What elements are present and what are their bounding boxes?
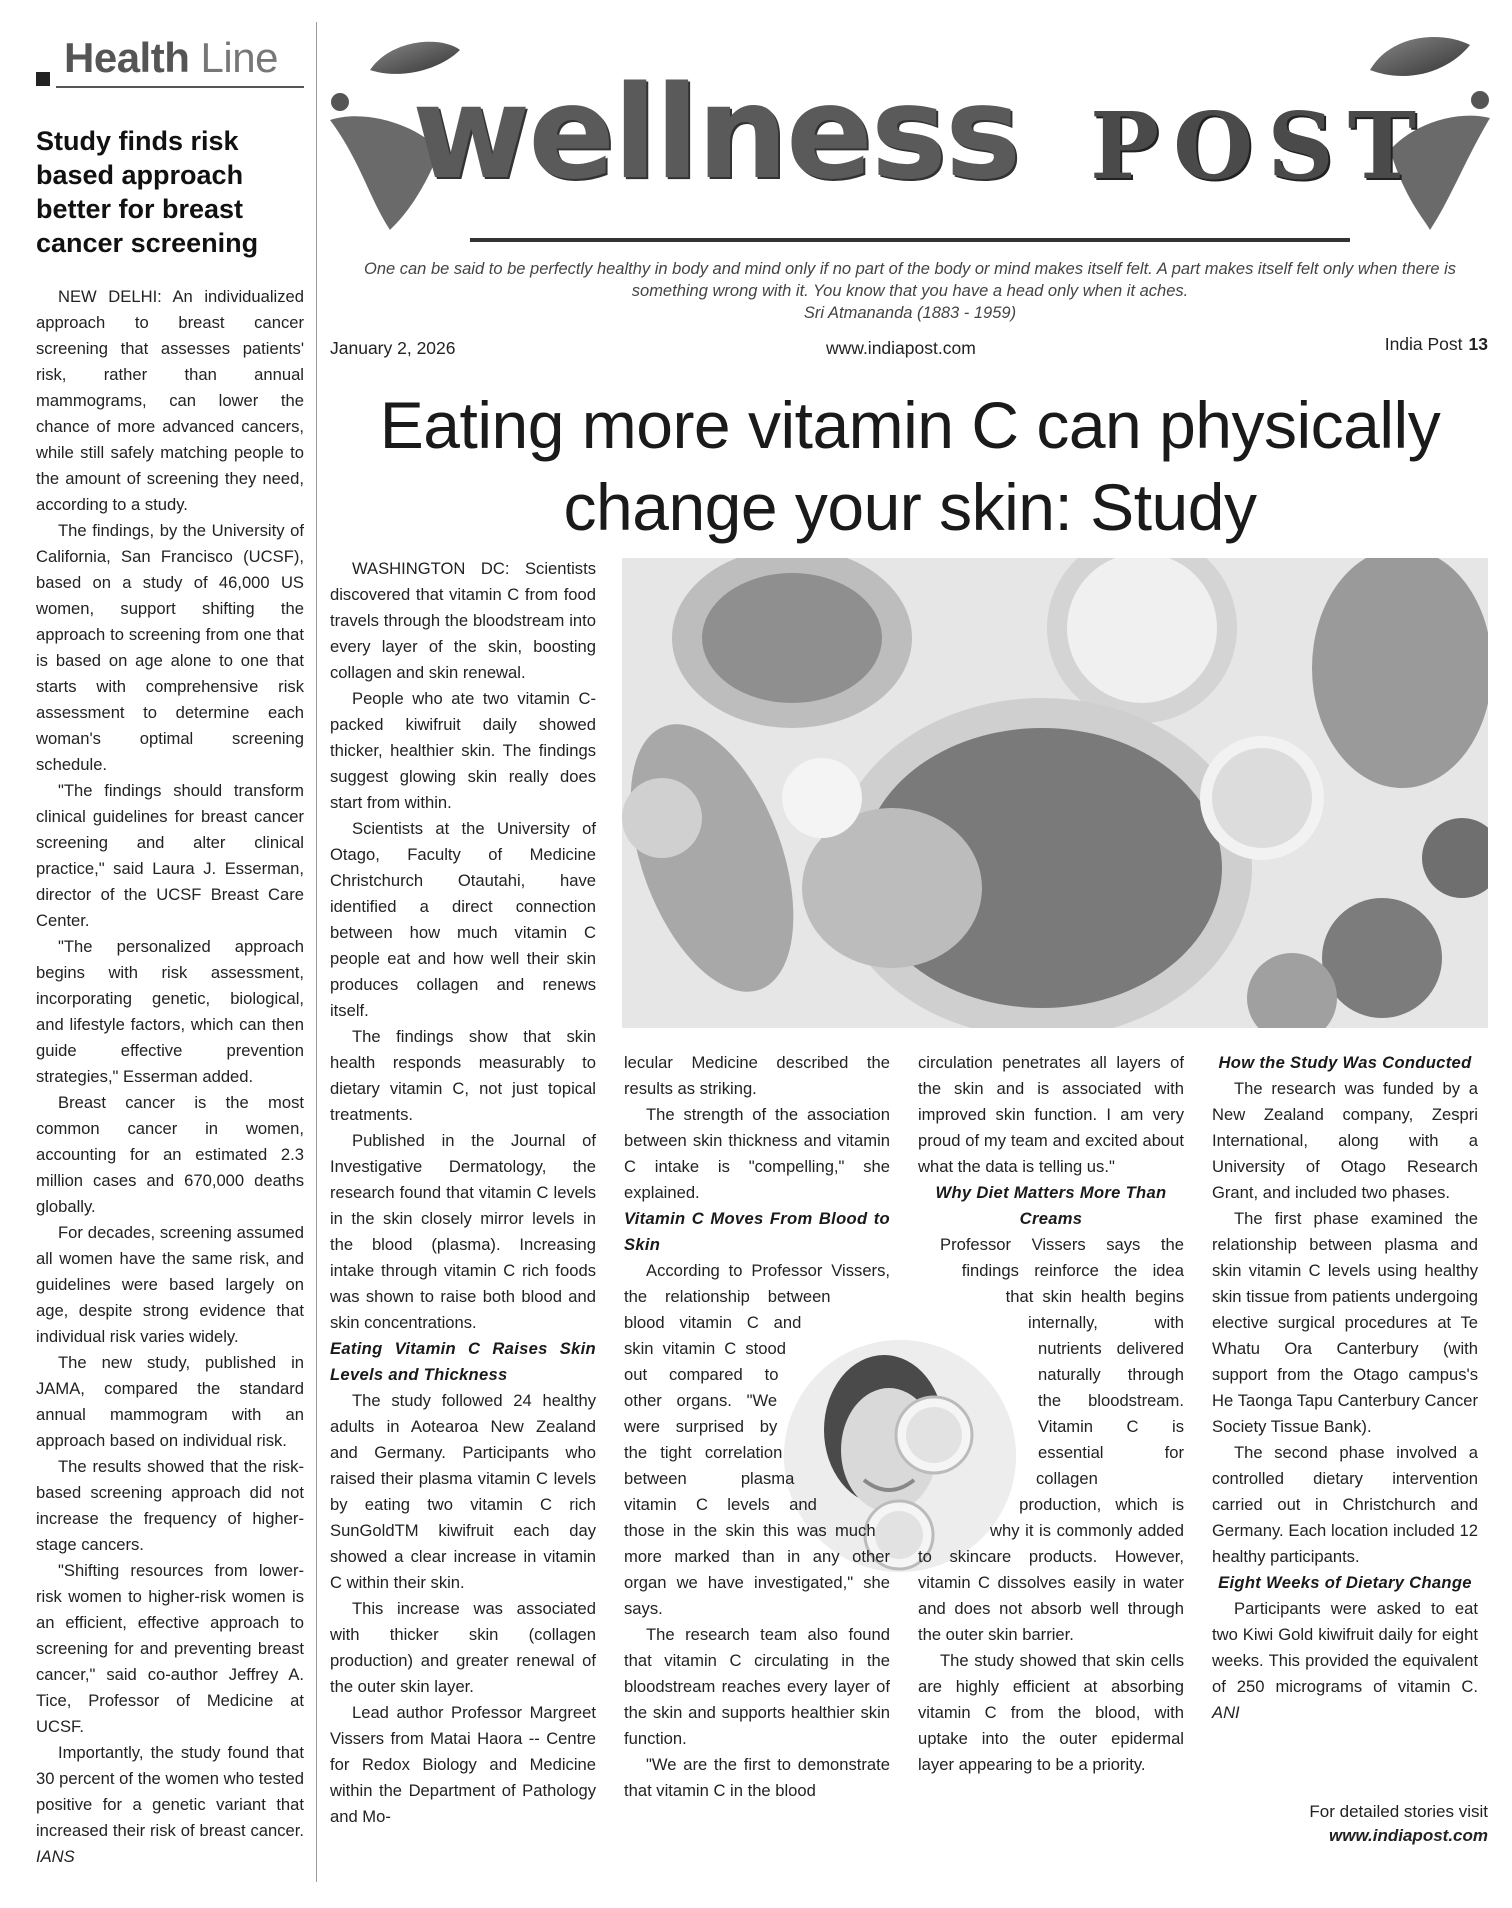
sidebar-paragraph: Breast cancer is the most common cancer in women, accounting for an estimated 2.3 million cases and 670,000 deaths globally. [36, 1093, 304, 1216]
quote-author: Sri Atmananda (1883 - 1959) [803, 304, 1017, 322]
article-paragraph: Lead author Professor Margreet Vissers from Matai Haora -- Centre for Redox Biology and Medicine within the Department of Pathology and Mo- [330, 1703, 596, 1826]
article-column-3 [918, 1050, 1184, 1778]
section-header [36, 22, 304, 84]
article-paragraph: The first phase examined the relationship between plasma and skin vitamin C levels using healthy skin tissue from patients undergoing elective surgical procedures at Te Whatu Ora Canterbury (with support from the Otago campus's He Taonga Tapu Canterbury Cancer Society Tissue Bank). [1212, 1209, 1478, 1436]
sidebar-paragraph: NEW DELHI: An individualized approach to breast cancer screening that assesses patients' risk, rather than annual mammograms, can lower the chance of more advanced cancers, while still safely matching people to the amount of screening they need, according to a study. [36, 287, 304, 514]
article-paragraph: This increase was associated with thicker skin (collagen production) and greater renewal of the outer skin layer. [330, 1599, 596, 1696]
article-paragraph: The strength of the association between skin thickness and vitamin C intake is "compelling," she explained. [624, 1105, 890, 1202]
sidebar-credit: IANS [36, 1847, 75, 1866]
masthead-wellness: wellness [412, 59, 1020, 208]
main-headline: Eating more vitamin C can physically change your skin: Study [379, 388, 1441, 544]
column-divider [316, 22, 317, 1882]
article-paragraph: Professor Vissers says the findings reinforce the idea that skin health begins internally, with nutrients delivered naturally through the bloodstream. Vitamin C is essential for collagen production, which is why it is commonly added to skincare products. However, vitamin C dissolves easily in water and does not absorb well through the outer skin barrier. [918, 1235, 1184, 1644]
sidebar-headline: Study finds risk based approach better for breast cancer screening [36, 126, 259, 258]
article-subhead: Eight Weeks of Dietary Change [1218, 1573, 1472, 1592]
article-paragraph: The research team also found that vitamin C circulating in the bloodstream reaches every layer of the skin and supports healthier skin function. [624, 1625, 890, 1748]
quote-text: One can be said to be perfectly healthy in body and mind only if no part of the body or mind makes itself felt. A part makes itself felt only when there is something wrong with it. You know that you have a head only when it aches. [363, 260, 1457, 300]
article-paragraph: The findings show that skin health responds measurably to dietary vitamin C, not just topical treatments. [330, 1027, 596, 1124]
footer-site-link[interactable]: www.indiapost.com [1329, 1826, 1488, 1845]
article-last-text: Participants were asked to eat two Kiwi Gold kiwifruit daily for eight weeks. This provided the equivalent of 250 micrograms of vitamin C. [1212, 1599, 1478, 1696]
fruit-illustration [622, 558, 1488, 1028]
article-subhead: How the Study Was Conducted [1218, 1053, 1472, 1072]
fruit-photo [622, 558, 1488, 1028]
article-column-1 [330, 556, 596, 1830]
article-paragraph: The study followed 24 healthy adults in Aotearoa New Zealand and Germany. Participants who raised their plasma vitamin C levels by eating two vitamin C rich SunGoldTM kiwifruit each day showed a clear increase in vitamin C within their skin. [330, 1391, 596, 1592]
article-paragraph: circulation penetrates all layers of the skin and is associated with improved skin function. I am very proud of my team and excited about what the data is telling us." [918, 1053, 1184, 1176]
article-column-2 [624, 1050, 890, 1804]
section-title-line: Line [200, 34, 278, 81]
sidebar-paragraph: The findings, by the University of California, San Francisco (UCSF), based on a study of 46,000 US women, support shifting the approach to screening from one that is based on age alone to one that starts with comprehensive risk assessment to determine each woman's optimal screening schedule. [36, 521, 304, 774]
article-paragraph: According to Professor Vissers, the relationship between blood vitamin C and skin vitamin C stood out compared to other organs. "We were surprised by the tight correlation between plasma vitamin C levels and those in the skin this was much more marked than in any other organ we have investigated," she says. [624, 1261, 890, 1618]
sidebar-paragraph: "The personalized approach begins with risk assessment, incorporating genetic, biological, and lifestyle factors, which can then guide effective prevention strategies," Esserman added. [36, 937, 304, 1086]
article-subhead: Vitamin C Moves From Blood to Skin [624, 1209, 890, 1254]
masthead [330, 30, 1490, 250]
issue-url: www.indiapost.com [826, 338, 976, 358]
masthead-post: POST [1090, 92, 1431, 200]
masthead-rule [470, 238, 1350, 242]
article-paragraph: People who ate two vitamin C-packed kiwifruit daily showed thicker, healthier skin. The findings suggest glowing skin really does start from within. [330, 689, 596, 812]
health-line-sidebar [36, 22, 304, 1870]
sidebar-paragraph [36, 1740, 304, 1870]
sidebar-paragraph: The new study, published in JAMA, compared the standard annual mammogram with an approach based on individual risk. [36, 1353, 304, 1450]
sidebar-last-text: Importantly, the study found that 30 percent of the women who tested positive for a genetic variant that increased their risk of breast cancer. [36, 1743, 304, 1840]
article-column-4 [1212, 1050, 1478, 1726]
article-paragraph: WASHINGTON DC: Scientists discovered that vitamin C from food travels through the bloodstream into every layer of the skin, boosting collagen and skin renewal. [330, 559, 596, 682]
section-title-health: Health [64, 34, 190, 81]
article-paragraph [1212, 1596, 1478, 1726]
article-paragraph: Published in the Journal of Investigative Dermatology, the research found that vitamin C levels in the skin closely mirror levels in the blood (plasma). Increasing intake through vitamin C rich foods was shown to raise both blood and skin concentrations. [330, 1131, 596, 1332]
article-subhead: Why Diet Matters More Than Creams [935, 1183, 1167, 1228]
article-paragraph: lecular Medicine described the results as striking. [624, 1053, 890, 1098]
sidebar-paragraph: For decades, screening assumed all women have the same risk, and guidelines were based largely on age, despite strong evidence that individual risk varies widely. [36, 1223, 304, 1346]
sidebar-paragraph: "The findings should transform clinical guidelines for breast cancer screening and alter clinical practice," said Laura J. Esserman, director of the UCSF Breast Care Center. [36, 781, 304, 930]
issue-date: January 2, 2026 [330, 338, 456, 358]
sidebar-paragraph: "Shifting resources from lower-risk women to higher-risk women is an efficient, effective approach to screening for and preventing breast cancer," said co-author Jeffrey A. Tice, Professor of Medicine at UCSF. [36, 1561, 304, 1736]
left-figure-head [331, 93, 349, 111]
footer-line: For detailed stories visit [1309, 1802, 1488, 1821]
article-paragraph: Scientists at the University of Otago, Faculty of Medicine Christchurch Otautahi, have identified a direct connection between how much vitamin C people eat and how well their skin produces collagen and renews itself. [330, 819, 596, 1020]
section-rule [56, 86, 304, 88]
article-paragraph: The study showed that skin cells are highly efficient at absorbing vitamin C from the blood, with uptake into the outer epidermal layer appearing to be a priority. [918, 1651, 1184, 1774]
section-bullet [36, 72, 50, 86]
sidebar-paragraph: The results showed that the risk-based screening approach did not increase the frequency of higher-stage cancers. [36, 1457, 304, 1554]
article-paragraph: The second phase involved a controlled dietary intervention carried out in Christchurch and Germany. Each location included 12 healthy participants. [1212, 1443, 1478, 1566]
sidebar-body [36, 284, 304, 1870]
masthead-quote [340, 258, 1480, 324]
page-num: 13 [1468, 334, 1488, 354]
footer-note [1309, 1800, 1488, 1848]
article-subhead: Eating Vitamin C Raises Skin Levels and Thickness [330, 1339, 596, 1384]
right-leaf [1370, 37, 1470, 76]
article-credit: ANI [1212, 1703, 1240, 1722]
section-title [64, 34, 278, 82]
article-paragraph: "We are the first to demonstrate that vitamin C in the blood [624, 1755, 890, 1800]
article-paragraph: The research was funded by a New Zealand company, Zespri International, along with a University of Otago Research Grant, and included two phases. [1212, 1079, 1478, 1202]
right-figure-head [1471, 91, 1489, 109]
page-number [1385, 334, 1488, 355]
paper-name: India Post [1384, 334, 1463, 354]
